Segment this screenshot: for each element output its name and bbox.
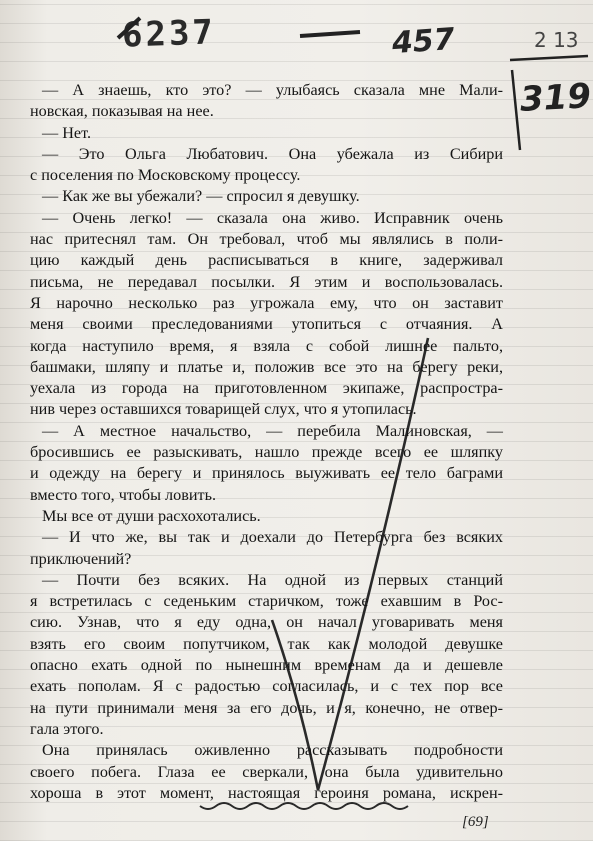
text-line: вместо того, чтобы ловить.	[30, 485, 216, 504]
page-number: [69]	[462, 814, 489, 830]
text-line: меня своими преследованиями утопиться с отчаяния. А	[30, 315, 503, 334]
stamp-strikethrough	[118, 18, 360, 38]
text-line: Она принялась оживленно рассказывать подробности	[42, 741, 503, 760]
text-line: бросившись ее разыскивать, нашло прежде всего ее шляпку	[30, 443, 503, 462]
text-line: — Нет.	[42, 123, 92, 142]
text-line: гала этого.	[30, 719, 104, 738]
body-text	[30, 80, 503, 804]
text-line: Я нарочно несколько раз угрожала ему, что он заставит	[30, 293, 503, 312]
text-line: — Как же вы убежали? — спросил я девушку.	[42, 187, 360, 206]
text-line: нас притеснял там. Он требовал, чтоб мы являлись в поли-	[30, 230, 503, 249]
text-line: — А знаешь, кто это? — улыбаясь сказала мне Мали-	[42, 81, 503, 99]
text-line: уехала из города на приготовленном экипаже, распростра-	[30, 379, 503, 398]
text-line: сию. Узнав, что я еду одна, он начал уговаривать меня	[30, 613, 503, 632]
text-line: цию каждый день расписываться в книге, задерживал	[30, 251, 503, 270]
text-line: — А местное начальство, — перебила Малиновская, —	[42, 421, 503, 440]
text-line: взять его своим попутчиком, так как молодой девушке	[30, 634, 503, 653]
page-ref-top: 2 13	[534, 28, 579, 52]
text-line: письма, не передавал посылки. Я этим и воспользовалась.	[30, 272, 503, 291]
pencil-note: 457	[390, 21, 456, 62]
text-line: — Очень легко! — сказала она живо. Исправник очень	[42, 208, 503, 227]
text-line: и одежду на берегу и принялось выуживать ее тело баграми	[30, 464, 503, 483]
text-line: башмаки, шляпу и платье и, положив все это на берегу реки,	[30, 357, 503, 376]
text-line: ехать пополам. Я с радостью согласилась, и с тех пор все	[30, 677, 503, 696]
text-line: Мы все от души расхохотались.	[42, 506, 261, 525]
text-line: хороша в этот момент, настоящая героиня романа, искрен-	[30, 783, 503, 802]
text-line: когда наступило время, я взяла с собой лишнее пальто,	[30, 336, 503, 355]
text-line: — Это Ольга Любатович. Она убежала из Сибири	[42, 144, 503, 163]
inventory-number: 6237	[121, 12, 217, 56]
margin-bracket	[510, 56, 588, 150]
page-ref-handwritten: 319	[519, 76, 592, 120]
text-line: своего побега. Глаза ее сверкали, она была удивительно	[30, 762, 503, 781]
text-line: — Почти без всяких. На одной из первых станций	[42, 570, 503, 589]
text-line: опасно ехать одной по нынешним временам да и дешевле	[30, 656, 503, 675]
text-line: на пути принимали меня за его дочь, и я, конечно, не отвер-	[30, 698, 503, 717]
text-line: нив через оставшихся товарищей слух, что я утопилась.	[30, 400, 417, 419]
text-line: я встретилась с седеньким старичком, тоже ехавшим в Рос-	[30, 592, 503, 611]
text-line: — И что же, вы так и доехали до Петербурга без всяких	[42, 528, 503, 547]
text-line: новская, показывая на нее.	[30, 102, 214, 121]
text-line: с поселения по Московскому процессу.	[30, 166, 301, 185]
text-line: приключений?	[30, 549, 132, 568]
